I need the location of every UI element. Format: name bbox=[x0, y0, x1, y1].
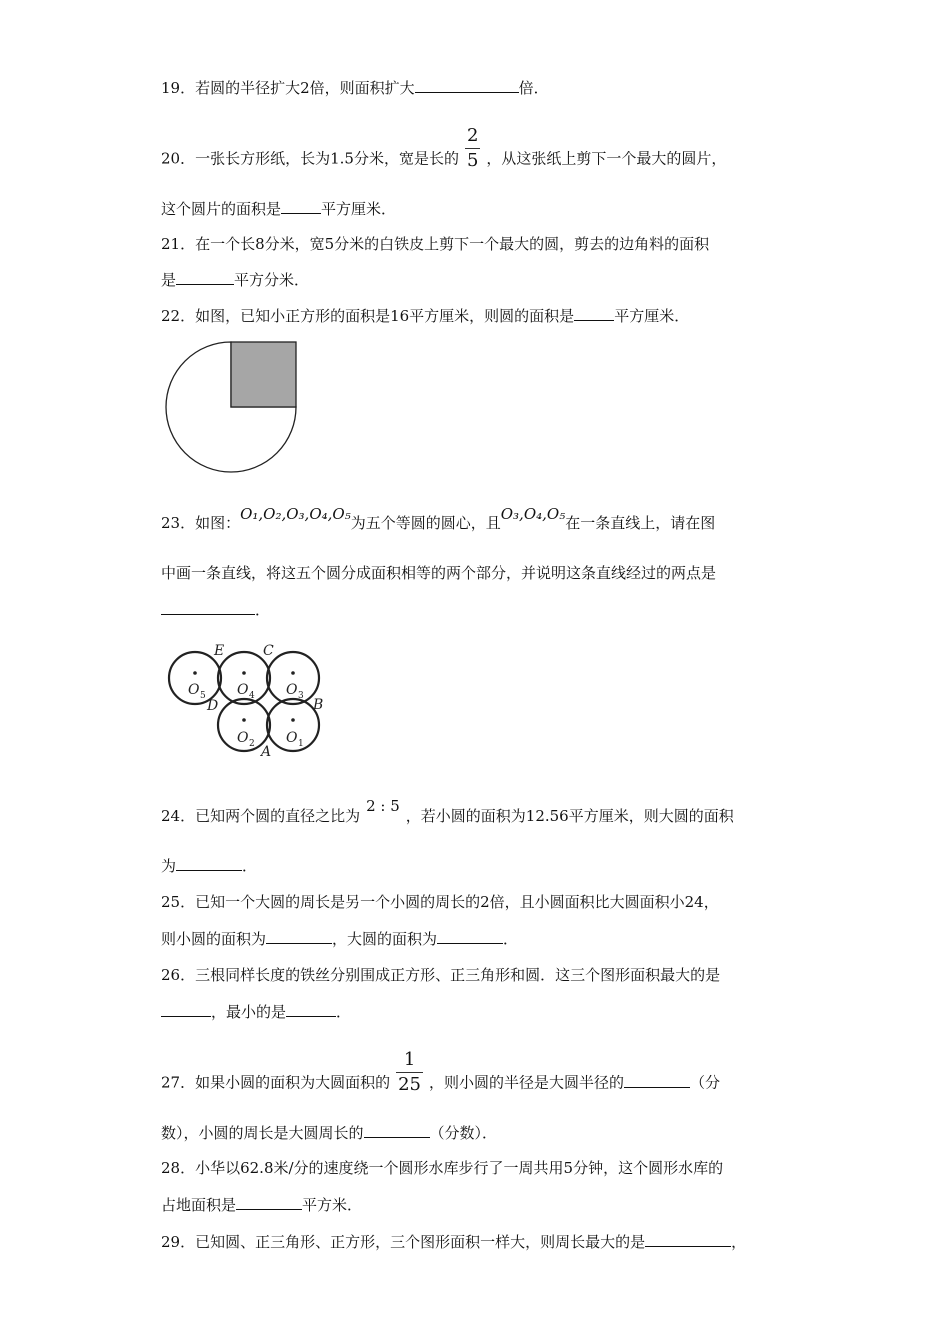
answer-blank[interactable] bbox=[176, 856, 242, 871]
center-dot-o1 bbox=[291, 718, 295, 722]
question-20 bbox=[161, 125, 727, 183]
label-a: A bbox=[261, 744, 272, 760]
answer-blank[interactable] bbox=[624, 1073, 690, 1088]
fraction-numerator: 1 bbox=[403, 1049, 416, 1070]
five-circles-figure bbox=[160, 638, 340, 763]
fraction-1-25 bbox=[396, 1049, 423, 1096]
ratio-2-5: 2 : 5 bbox=[366, 797, 400, 815]
question-22 bbox=[161, 306, 689, 326]
fraction-numerator: 2 bbox=[466, 125, 479, 146]
answer-blank[interactable] bbox=[281, 199, 321, 214]
question-23 bbox=[161, 505, 716, 533]
label-o2: O bbox=[237, 730, 249, 746]
q21-line2-tail: 平方分米． bbox=[234, 271, 310, 289]
label-o3: O bbox=[286, 682, 298, 698]
question-24-line2 bbox=[161, 856, 257, 876]
q27-line2-pre: 数），小圆的周长是大圆周长的 bbox=[161, 1124, 364, 1142]
label-o2-sub: 2 bbox=[249, 739, 255, 749]
fraction-bar bbox=[465, 148, 480, 149]
q24-line2-tail: ． bbox=[242, 857, 258, 875]
answer-blank[interactable] bbox=[266, 929, 332, 944]
q20-pre: 20．一张长方形纸，长为1.5分米，宽是长的 bbox=[161, 149, 459, 168]
q28-line2-tail: 平方米． bbox=[302, 1196, 363, 1214]
q27-pre: 27．如果小圆的面积为大圆面积的 bbox=[161, 1073, 391, 1092]
label-o3-sub: 3 bbox=[298, 691, 304, 701]
q25-line2-mid: ，大圆的面积为 bbox=[332, 930, 438, 948]
q23-pre: 23．如图： bbox=[161, 514, 241, 532]
q29-tail: ， bbox=[731, 1233, 747, 1251]
answer-blank[interactable] bbox=[176, 270, 234, 285]
q28-line2-pre: 占地面积是 bbox=[161, 1196, 237, 1214]
centers-o1-o5: O₁,O₂,O₃,O₄,O₅ bbox=[240, 505, 351, 523]
q24-line2-pre: 为 bbox=[161, 857, 177, 875]
question-23-line3 bbox=[161, 600, 270, 620]
q19-text: 19．若圆的半径扩大2倍，则面积扩大 bbox=[161, 79, 415, 97]
q28-line1: 28．小华以62.8米/分的速度绕一个圆形水库步行了一周共用5分钟，这个圆形水库的 bbox=[161, 1159, 724, 1177]
q22-pre: 22．如图，已知小正方形的面积是16平方厘米，则圆的面积是 bbox=[161, 307, 575, 325]
q25-line2-tail: ． bbox=[503, 930, 519, 948]
label-e: E bbox=[214, 643, 225, 659]
label-o4-sub: 4 bbox=[249, 691, 255, 701]
fraction-2-5 bbox=[465, 125, 480, 172]
center-dot-o2 bbox=[242, 718, 246, 722]
q20-post: ，从这张纸上剪下一个最大的圆片， bbox=[486, 149, 727, 168]
shaded-square bbox=[231, 342, 296, 407]
question-23-line2 bbox=[161, 563, 716, 583]
question-19 bbox=[161, 78, 549, 98]
label-d: D bbox=[207, 698, 219, 714]
q27-post-tail: （分 bbox=[690, 1073, 721, 1092]
q25-line2-pre: 则小圆的面积为 bbox=[161, 930, 267, 948]
q24-pre: 24．已知两个圆的直径之比为 bbox=[161, 807, 361, 825]
question-25-line2 bbox=[161, 929, 518, 949]
question-27 bbox=[161, 1049, 721, 1107]
answer-blank[interactable] bbox=[286, 1002, 336, 1017]
q19-tail: 倍． bbox=[518, 79, 549, 97]
label-b: B bbox=[313, 697, 324, 713]
q27-line2-tail: （分数）． bbox=[429, 1124, 498, 1142]
q25-line1: 25．已知一个大圆的周长是另一个小圆的周长的2倍，且小圆面积比大圆面积小24， bbox=[161, 893, 719, 911]
q23-line2: 中画一条直线，将这五个圆分成面积相等的两个部分，并说明这条直线经过的两点是 bbox=[161, 564, 717, 582]
fraction-denominator: 5 bbox=[466, 150, 479, 171]
label-o5: O bbox=[188, 682, 200, 698]
center-dot-o5 bbox=[193, 671, 197, 675]
answer-blank[interactable] bbox=[437, 929, 503, 944]
question-27-line2 bbox=[161, 1123, 497, 1143]
label-c: C bbox=[263, 643, 274, 659]
label-o5-sub: 5 bbox=[200, 691, 206, 701]
question-25 bbox=[161, 892, 719, 912]
answer-blank[interactable] bbox=[364, 1123, 430, 1138]
q26-line2-tail: ． bbox=[336, 1003, 352, 1021]
question-28-line2 bbox=[161, 1195, 362, 1215]
q26-line2-mid: ，最小的是 bbox=[211, 1003, 287, 1021]
centers-o3-o5: O₃,O₄,O₅ bbox=[500, 505, 566, 523]
question-26 bbox=[161, 965, 720, 985]
q26-line1: 26．三根同样长度的铁丝分别围成正方形、正三角形和圆．这三个图形面积最大的是 bbox=[161, 966, 721, 984]
q23-mid: 为五个等圆的圆心，且 bbox=[350, 514, 501, 532]
label-o1: O bbox=[286, 730, 298, 746]
question-20-line2 bbox=[161, 199, 396, 219]
q21-line2-pre: 是 bbox=[161, 271, 177, 289]
label-o1-sub: 1 bbox=[298, 739, 304, 749]
question-21 bbox=[161, 234, 709, 254]
q23-post: 在一条直线上，请在图 bbox=[565, 514, 716, 532]
answer-blank[interactable] bbox=[415, 78, 519, 93]
q24-post: ，若小圆的面积为12.56平方厘米，则大圆的面积 bbox=[405, 807, 734, 825]
q23-line3-tail: ． bbox=[255, 601, 271, 619]
question-26-line2 bbox=[161, 1002, 351, 1022]
question-24 bbox=[161, 797, 734, 826]
q29-pre: 29．已知圆、正三角形、正方形，三个图形面积一样大，则周长最大的是 bbox=[161, 1233, 646, 1251]
q27-post: ，则小圆的半径是大圆半径的 bbox=[429, 1073, 625, 1092]
answer-blank[interactable] bbox=[161, 1002, 211, 1017]
question-21-line2 bbox=[161, 270, 309, 290]
q21-line1: 21．在一个长8分米，宽5分米的白铁皮上剪下一个最大的圆，剪去的边角料的面积 bbox=[161, 235, 710, 253]
q22-tail: 平方厘米． bbox=[614, 307, 690, 325]
question-29 bbox=[161, 1232, 746, 1252]
circle-square-figure bbox=[155, 335, 305, 480]
center-dot-o3 bbox=[291, 671, 295, 675]
answer-blank[interactable] bbox=[161, 600, 255, 615]
q20-line2-pre: 这个圆片的面积是 bbox=[161, 200, 282, 218]
answer-blank[interactable] bbox=[645, 1232, 731, 1247]
question-28 bbox=[161, 1158, 723, 1178]
answer-blank[interactable] bbox=[236, 1195, 302, 1210]
q20-line2-tail: 平方厘米． bbox=[321, 200, 397, 218]
fraction-bar bbox=[396, 1072, 423, 1073]
answer-blank[interactable] bbox=[574, 306, 614, 321]
center-dot-o4 bbox=[242, 671, 246, 675]
label-o4: O bbox=[237, 682, 249, 698]
fraction-denominator: 25 bbox=[398, 1074, 421, 1095]
